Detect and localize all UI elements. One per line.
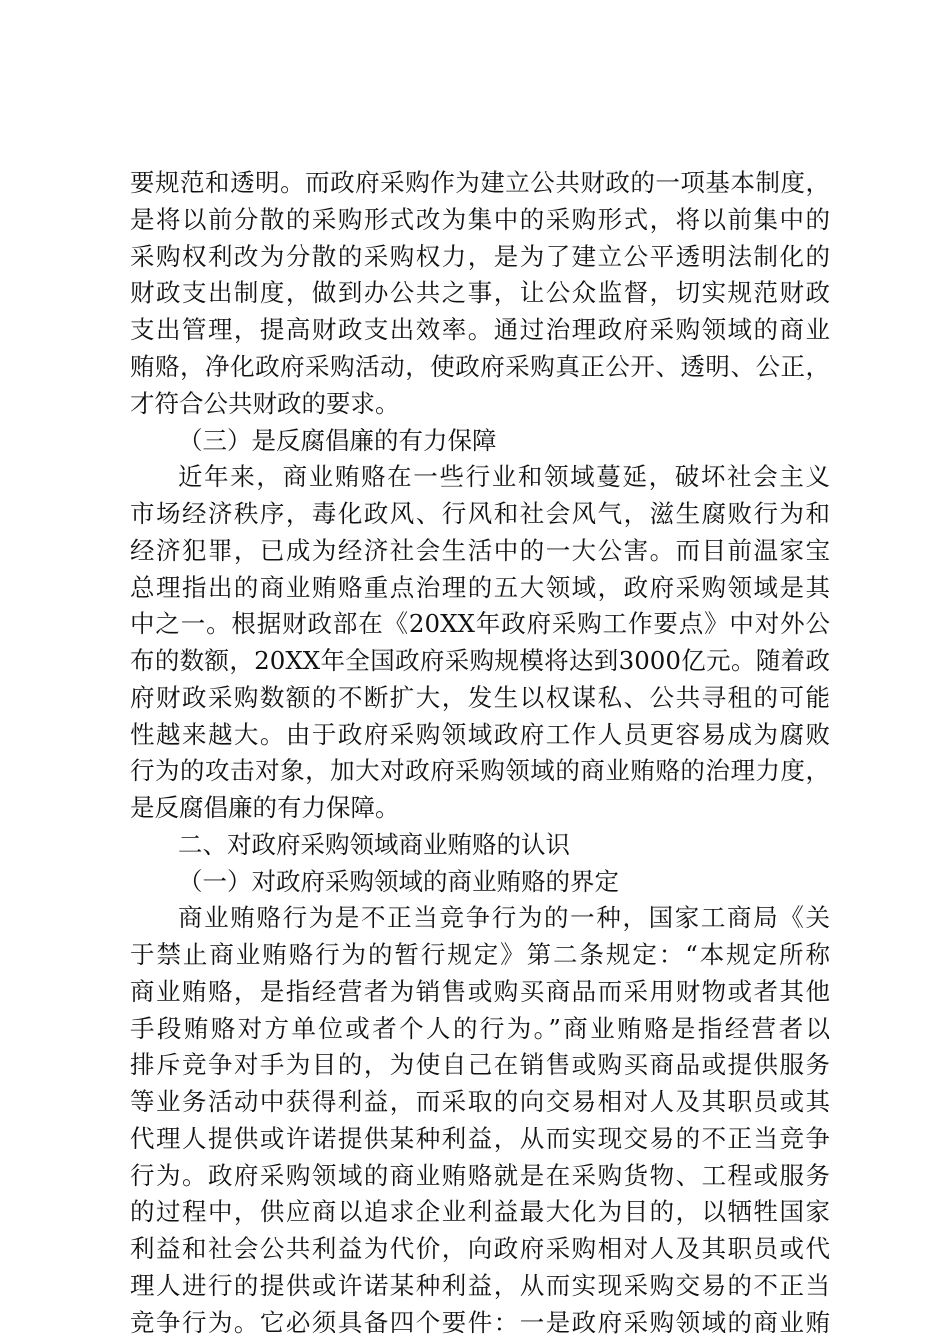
text-line: 于禁止商业贿赂行为的暂行规定》第二条规定：“本规定所称: [130, 940, 830, 969]
text-line: 商业贿赂，是指经营者为销售或购买商品而采用财物或者其他: [130, 977, 830, 1006]
text-line: 的过程中，供应商以追求企业利益最大化为目的，以牺牲国家: [130, 1197, 830, 1226]
text-line: 才符合公共财政的要求。: [130, 389, 400, 418]
text-line: 排斥竞争对手为目的，为使自己在销售或购买商品或提供服务: [130, 1050, 830, 1079]
text-line: 是将以前分散的采购形式改为集中的采购形式，将以前集中的: [130, 205, 830, 234]
text-line: 要规范和透明。而政府采购作为建立公共财政的一项基本制度，: [130, 168, 830, 197]
text-line: 总理指出的商业贿赂重点治理的五大领域，政府采购领域是其: [130, 573, 830, 602]
text-line: 行为的攻击对象，加大对政府采购领域的商业贿赂的治理力度，: [130, 756, 830, 785]
text-line: 手段贿赂对方单位或者个人的行为。”商业贿赂是指经营者以: [130, 1014, 830, 1043]
paragraph-first-line: 商业贿赂行为是不正当竞争行为的一种，国家工商局《关: [178, 903, 830, 932]
text-line: 理人进行的提供或许诺某种利益，从而实现采购交易的不正当: [130, 1271, 830, 1300]
text-line: 性越来越大。由于政府采购领域政府工作人员更容易成为腐败: [130, 720, 830, 749]
text-line: 中之一。根据财政部在《20XX年政府采购工作要点》中对外公: [130, 609, 830, 638]
text-line: 布的数额，20XX年全国政府采购规模将达到3000亿元。随着政: [130, 646, 830, 675]
text-line: 行为。政府采购领域的商业贿赂就是在采购货物、工程或服务: [130, 1161, 830, 1190]
text-line: 利益和社会公共利益为代价，向政府采购相对人及其职员或代: [130, 1234, 830, 1263]
text-line: 代理人提供或许诺提供某种利益，从而实现交易的不正当竞争: [130, 1124, 830, 1153]
subsection-heading: （一）对政府采购领域的商业贿赂的界定: [178, 867, 619, 896]
section-heading: （三）是反腐倡廉的有力保障: [178, 426, 497, 455]
text-line: 府财政采购数额的不断扩大，发生以权谋私、公共寻租的可能: [130, 683, 830, 712]
text-line: 竞争行为。它必须具备四个要件：一是政府采购领域的商业贿: [130, 1308, 830, 1337]
text-line: 是反腐倡廉的有力保障。: [130, 793, 400, 822]
text-line: 支出管理，提高财政支出效率。通过治理政府采购领域的商业: [130, 315, 830, 344]
section-heading: 二、对政府采购领域商业贿赂的认识: [178, 830, 570, 859]
text-line: 财政支出制度，做到办公共之事，让公众监督，切实规范财政: [130, 278, 830, 307]
text-line: 贿赂，净化政府采购活动，使政府采购真正公开、透明、公正，: [130, 352, 830, 381]
text-line: 市场经济秩序，毒化政风、行风和社会风气，滋生腐败行为和: [130, 499, 830, 528]
text-line: 经济犯罪，已成为经济社会生活中的一大公害。而目前温家宝: [130, 536, 830, 565]
text-line: 采购权利改为分散的采购权力，是为了建立公平透明法制化的: [130, 242, 830, 271]
text-line: 等业务活动中获得利益，而采取的向交易相对人及其职员或其: [130, 1087, 830, 1116]
paragraph-first-line: 近年来，商业贿赂在一些行业和领域蔓延，破坏社会主义: [178, 462, 830, 491]
